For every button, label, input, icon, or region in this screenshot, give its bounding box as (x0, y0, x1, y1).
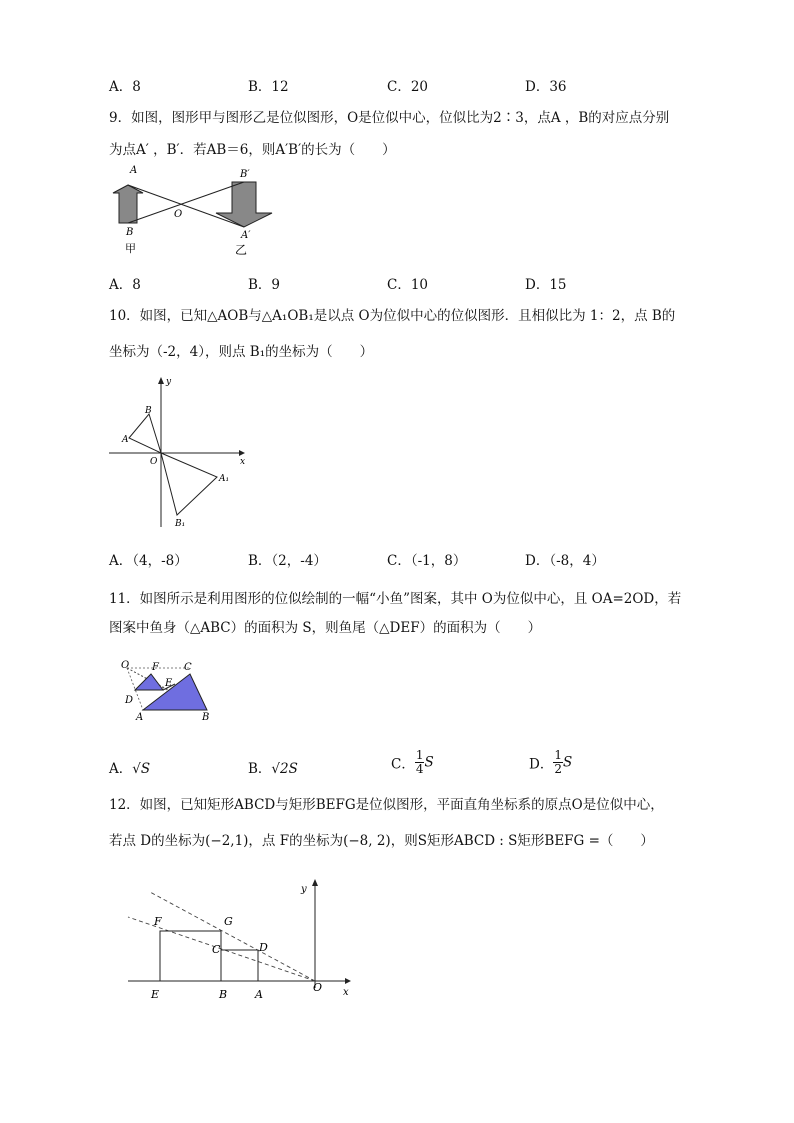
q9-label-jia: 甲 (125, 242, 136, 255)
q12-label-b: B (219, 988, 228, 1001)
q12-stem-line1: 12．如图，已知矩形ABCD与矩形BEFG是位似图形，平面直角坐标系的原点O是位似中心， (109, 797, 664, 813)
q12-stem-line2: 若点 D的坐标为(−2,1)，点 F的坐标为(−8, 2)，则S矩形ABCD : S矩形BEFG =（ ） (109, 833, 654, 849)
q11-stem-line1: 11．如图所示是利用图形的位似绘制的一幅“小鱼”图案，其中 O为位似中心，且 OA=2OD，若 (109, 591, 682, 607)
q10-figure (105, 370, 255, 530)
q12-label-c: C (212, 943, 221, 956)
q12-figure (120, 870, 360, 1005)
q12-label-x: x (343, 987, 349, 998)
q12-label-e: E (151, 988, 160, 1001)
q9-line-aa (128, 185, 244, 227)
q11-label-e: E (165, 678, 173, 689)
q10-x-arrow (239, 450, 245, 456)
q10-option-d: D．（-8，4） (525, 553, 605, 569)
q11-option-d-label: D． (529, 756, 554, 773)
q11-label-f: F (152, 662, 159, 673)
q11-option-d (529, 749, 572, 776)
q12-rect-abcd (221, 950, 258, 981)
q10-label-b1: B₁ (175, 519, 186, 529)
q8-option-b: B．12 (248, 79, 289, 95)
q9-option-d: D．15 (525, 277, 567, 293)
q10-label-x: x (240, 457, 246, 467)
q10-label-a1: A₁ (219, 474, 230, 484)
q9-option-c: C．10 (387, 277, 429, 293)
q9-stem-line1: 9．如图，图形甲与图形乙是位似图形，O是位似中心，位似比为2∶3，点A ，B的对应点分别 (109, 110, 670, 126)
q11-label-a: A (136, 712, 144, 723)
q11-option-a-label: A． (109, 761, 133, 777)
q8-option-a: A．8 (109, 79, 141, 95)
q11-label-b: B (202, 712, 210, 723)
q9-label-a: A (130, 165, 138, 176)
q11-label-o: O (121, 660, 130, 671)
q10-stem-line1: 10．如图，已知△AOB与△A₁OB₁是以点 O为位似中心的位似图形．且相似比为 1：2，点 B的 (109, 308, 676, 324)
q11-option-b-expr: √2S (271, 761, 298, 777)
q10-y-arrow (158, 377, 164, 384)
q11-option-d-den: 2 (554, 762, 562, 776)
q12-label-y: y (301, 884, 307, 895)
q11-option-b-label: B． (248, 761, 272, 777)
q11-triangle-def (135, 674, 163, 690)
q11-option-a (109, 757, 150, 777)
q12-label-g: G (224, 915, 233, 928)
q10-label-y: y (166, 377, 172, 387)
q8-option-c: C．20 (387, 79, 429, 95)
q9-stem-line2: 为点A′ ，B′．若AB＝6，则A′B′的长为（ ） (109, 142, 396, 158)
q12-y-arrow (312, 879, 318, 886)
q12-rect-befg (160, 931, 221, 981)
q11-option-c-var: S (424, 754, 434, 771)
q9-shape-jia (113, 185, 143, 223)
q10-stem-line2: 坐标为（-2，4），则点 B₁的坐标为（ ） (109, 344, 374, 360)
q10-triangle-a1ob1 (161, 453, 217, 515)
q10-label-a: A (122, 435, 129, 445)
q9-option-a: A．8 (109, 277, 141, 293)
q11-option-a-expr: √S (132, 761, 151, 777)
q9-figure (105, 165, 285, 260)
q11-option-d-num: 1 (554, 748, 562, 762)
q11-option-c (391, 749, 434, 776)
q11-option-b (248, 757, 298, 777)
q11-stem-line2: 图案中鱼身（△ABC）的面积为 S，则鱼尾（△DEF）的面积为（ ） (109, 620, 542, 636)
q10-option-b: B．（2，-4） (248, 553, 327, 569)
q12-label-o: O (313, 981, 323, 994)
q11-label-d: D (125, 695, 134, 706)
q10-label-b: B (145, 406, 152, 416)
q9-option-b: B．9 (248, 277, 281, 293)
q11-option-c-den: 4 (415, 762, 424, 776)
q9-label-b: B (126, 227, 134, 238)
q8-option-d: D．36 (525, 79, 567, 95)
q10-triangle-aob (129, 414, 161, 453)
q10-option-a: A．（4，-8） (109, 553, 188, 569)
q9-label-yi: 乙 (235, 243, 248, 257)
q11-option-d-var: S (562, 754, 573, 771)
q12-x-arrow (345, 978, 351, 984)
q11-option-c-label: C． (391, 756, 415, 773)
q12-label-d: D (259, 941, 268, 954)
q12-label-a: A (255, 988, 263, 1001)
q9-label-o: O (174, 209, 183, 220)
q9-label-ap: A′ (241, 230, 251, 241)
q11-label-c: C (184, 662, 192, 673)
q12-ray-og (150, 892, 315, 981)
q11-option-c-num: 1 (415, 748, 424, 762)
q9-label-bp: B′ (240, 169, 250, 180)
q10-option-c: C．（-1，8） (387, 553, 467, 569)
q11-option-d-fraction (553, 749, 563, 776)
q10-label-o: O (150, 457, 158, 467)
q11-figure (115, 656, 220, 726)
q12-label-f: F (154, 915, 162, 928)
